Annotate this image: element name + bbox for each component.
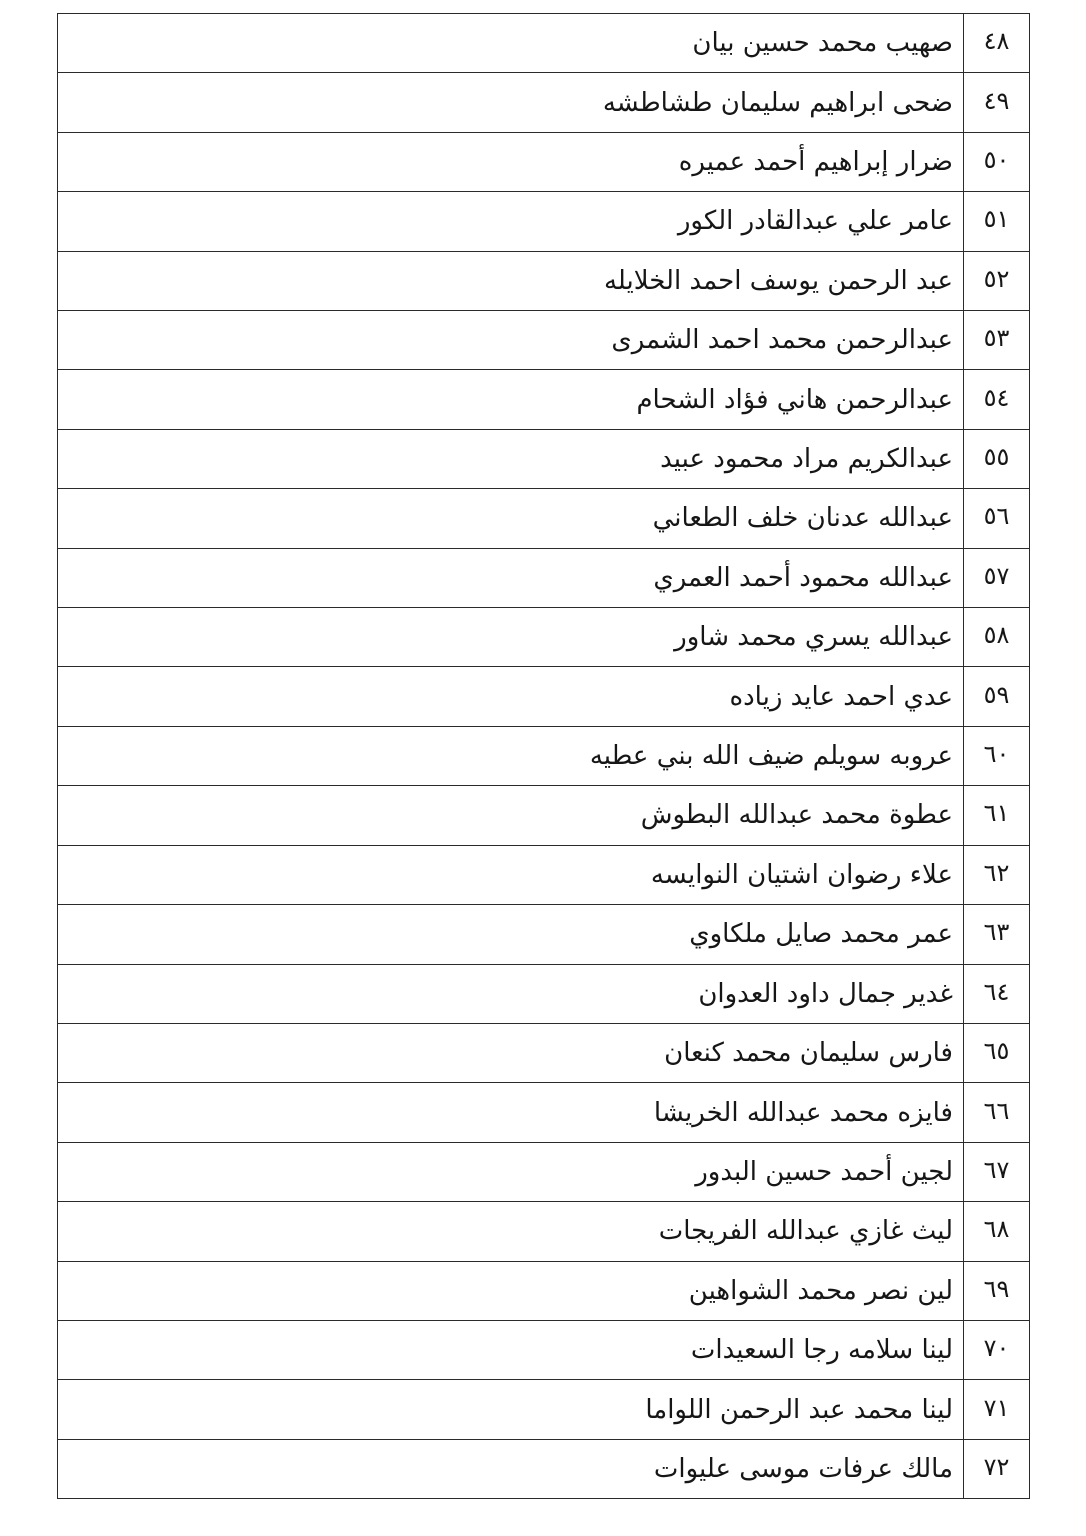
row-name-cell: عامر علي عبدالقادر الكور <box>677 206 953 237</box>
row-name-cell: فايزه محمد عبدالله الخريشا <box>653 1097 953 1128</box>
row-number-cell: ٥٢ <box>963 252 1029 310</box>
row-number-cell: ٥١ <box>963 192 1029 250</box>
row-number-cell: ٥٤ <box>963 370 1029 428</box>
row-number-cell: ٥٩ <box>963 667 1029 725</box>
row-name-cell: مالك عرفات موسى عليوات <box>653 1453 953 1484</box>
row-name-cell: عدي احمد عايد زياده <box>729 681 953 712</box>
table-row <box>58 1262 1029 1321</box>
row-name-cell: ضرار إبراهيم أحمد عميره <box>678 147 953 178</box>
table-row <box>58 1321 1029 1380</box>
row-name-cell: عمر محمد صايل ملكاوي <box>689 919 953 950</box>
table-row <box>58 311 1029 370</box>
row-name-cell: عبدالله عدنان خلف الطعاني <box>652 503 953 534</box>
row-number-cell: ٥٨ <box>963 608 1029 666</box>
row-name-cell: عطوة محمد عبدالله البطوش <box>640 800 953 831</box>
row-number-cell: ٦٧ <box>963 1143 1029 1201</box>
row-number-cell: ٥٣ <box>963 311 1029 369</box>
table-row <box>58 1083 1029 1142</box>
row-name-cell: عبدالرحمن محمد احمد الشمرى <box>611 325 953 356</box>
table-row <box>58 727 1029 786</box>
table-row <box>58 430 1029 489</box>
table-row <box>58 370 1029 429</box>
table-row <box>58 14 1029 73</box>
row-name-cell: عبدالكريم مراد محمود عبيد <box>660 444 953 475</box>
table-row <box>58 1024 1029 1083</box>
row-number-cell: ٥٥ <box>963 430 1029 488</box>
table-row <box>58 667 1029 726</box>
row-number-cell: ٧٠ <box>963 1321 1029 1379</box>
row-number-cell: ٦٩ <box>963 1262 1029 1320</box>
row-name-cell: لينا سلامه رجا السعيدات <box>690 1335 953 1366</box>
row-number-cell: ٦١ <box>963 786 1029 844</box>
table-row <box>58 1143 1029 1202</box>
name-roster-table <box>57 13 1030 1499</box>
row-number-cell: ٥٠ <box>963 133 1029 191</box>
row-name-cell: غدير جمال داود العدوان <box>698 978 953 1009</box>
table-row <box>58 252 1029 311</box>
row-number-cell: ٦٥ <box>963 1024 1029 1082</box>
row-name-cell: عبدالرحمن هاني فؤاد الشحام <box>636 384 953 415</box>
row-number-cell: ٥٦ <box>963 489 1029 547</box>
row-number-cell: ٦٢ <box>963 846 1029 904</box>
table-row <box>58 786 1029 845</box>
row-name-cell: ضحى ابراهيم سليمان طشاطشه <box>602 87 953 118</box>
row-name-cell: عبد الرحمن يوسف احمد الخلايله <box>603 265 953 296</box>
row-number-cell: ٦٦ <box>963 1083 1029 1141</box>
row-name-cell: صهيب محمد حسين بيان <box>692 28 953 59</box>
row-number-cell: ٦٣ <box>963 905 1029 963</box>
table-row <box>58 608 1029 667</box>
table-row <box>58 1202 1029 1261</box>
table-row <box>58 1380 1029 1439</box>
row-name-cell: عروبه سويلم ضيف الله بني عطيه <box>589 741 953 772</box>
table-row <box>58 965 1029 1024</box>
table-row <box>58 905 1029 964</box>
table-row <box>58 1440 1029 1498</box>
row-number-cell: ٦٠ <box>963 727 1029 785</box>
table-row <box>58 489 1029 548</box>
row-number-cell: ٤٨ <box>963 14 1029 72</box>
row-number-cell: ٦٤ <box>963 965 1029 1023</box>
row-name-cell: لين نصر محمد الشواهين <box>688 1275 953 1306</box>
row-name-cell: علاء رضوان اشتيان النوايسه <box>650 859 953 890</box>
row-number-cell: ٤٩ <box>963 73 1029 131</box>
row-name-cell: لينا محمد عبد الرحمن اللواما <box>645 1394 953 1425</box>
table-row <box>58 846 1029 905</box>
row-name-cell: ليث غازي عبدالله الفريجات <box>658 1216 953 1247</box>
row-number-cell: ٧٢ <box>963 1440 1029 1498</box>
table-row <box>58 73 1029 132</box>
row-number-cell: ٧١ <box>963 1380 1029 1438</box>
table-row <box>58 133 1029 192</box>
row-name-cell: عبدالله يسري محمد شاور <box>674 622 953 653</box>
row-name-cell: فارس سليمان محمد كنعان <box>664 1038 953 1069</box>
row-number-cell: ٥٧ <box>963 549 1029 607</box>
table-row <box>58 192 1029 251</box>
row-number-cell: ٦٨ <box>963 1202 1029 1260</box>
row-name-cell: لجين أحمد حسين البدور <box>695 1156 953 1187</box>
table-row <box>58 549 1029 608</box>
row-name-cell: عبدالله محمود أحمد العمري <box>653 562 953 593</box>
